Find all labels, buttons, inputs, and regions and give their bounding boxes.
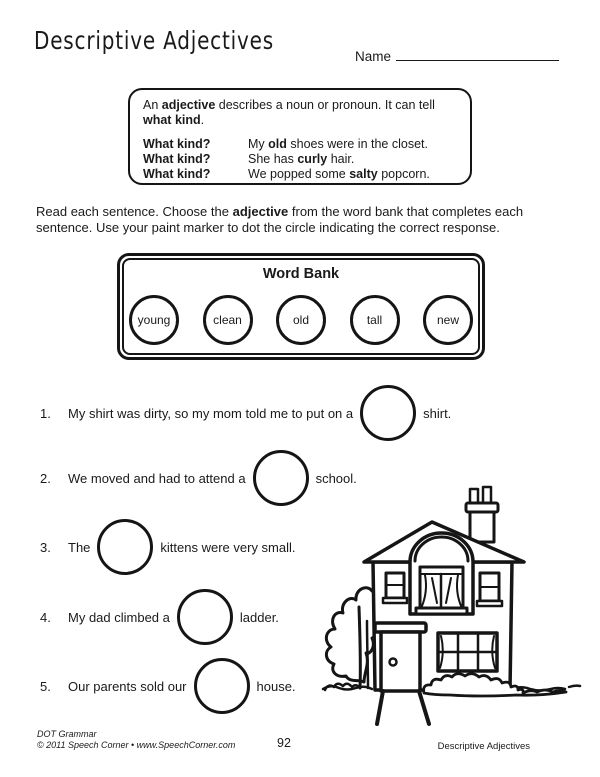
- answer-circle[interactable]: [253, 450, 309, 506]
- footer-worksheet-name: Descriptive Adjectives: [437, 741, 530, 752]
- word-bank-inner-border: [122, 258, 480, 355]
- sentence-text-pre: My dad climbed a: [68, 609, 170, 625]
- sentence-text-post: shirt.: [423, 405, 452, 421]
- sentence-text-post: house.: [256, 678, 296, 694]
- word-bank-word: clean: [213, 313, 242, 327]
- sentence-number: 1.: [40, 405, 51, 421]
- window-lower: [438, 633, 497, 671]
- word-bank-circles: [124, 295, 478, 345]
- dormer: [410, 533, 473, 614]
- window-upper-right: [477, 573, 502, 606]
- name-blank-line[interactable]: [396, 47, 559, 61]
- definition-intro: [143, 98, 460, 128]
- window-upper-left: [383, 573, 407, 603]
- definition-box: [128, 88, 472, 185]
- example-sentence: We popped some salty popcorn.: [248, 167, 430, 181]
- footer-credit: [37, 729, 235, 751]
- word-bank-title: Word Bank: [262, 266, 340, 282]
- intro-bold-adjective: adjective: [161, 98, 216, 112]
- sentence-text-post: school.: [315, 470, 357, 486]
- sentence-text-pre: The: [68, 539, 91, 555]
- sentence-row: [40, 588, 279, 646]
- page-number: 92: [277, 736, 291, 750]
- sentence-text-pre: My shirt was dirty, so my mom told me to put on a: [68, 405, 354, 421]
- example-sentence: She has curly hair.: [248, 152, 355, 166]
- word-bank: [117, 253, 485, 360]
- answer-circle[interactable]: [194, 658, 250, 714]
- dormer-sill: [416, 608, 467, 614]
- example-row: [143, 167, 460, 182]
- sentence-number: 3.: [40, 539, 51, 555]
- sentence-number: 4.: [40, 609, 51, 625]
- example-sentence: My old shoes were in the closet.: [248, 137, 428, 151]
- name-row: [355, 47, 559, 64]
- example-row: [143, 152, 460, 167]
- sentence-row: [40, 384, 451, 442]
- intro-bold-what-kind: what kind: [143, 113, 201, 127]
- answer-circle[interactable]: [360, 385, 416, 441]
- example-question: What kind?: [143, 152, 211, 166]
- word-bank-word: new: [436, 313, 459, 327]
- word-bank-circle[interactable]: [423, 295, 473, 345]
- instructions: Read each sentence. Choose the adjective from the word bank that completes each sentence. Use your paint marker to dot the circle indicating the correct response.: [36, 204, 524, 235]
- word-bank-word: tall: [366, 313, 383, 327]
- intro-text: .: [200, 113, 205, 127]
- word-bank-circle[interactable]: [276, 295, 326, 345]
- word-bank-word: old: [292, 313, 309, 327]
- sentence-row: [40, 657, 296, 715]
- word-bank-circle[interactable]: [129, 295, 179, 345]
- intro-text: describes a noun or pronoun. It can tell: [218, 98, 435, 112]
- sentence-text-pre: Our parents sold our: [68, 678, 187, 694]
- answer-circle[interactable]: [97, 519, 153, 575]
- porch-steps: [377, 691, 429, 724]
- sentence-row: [40, 449, 357, 507]
- word-bank-circle[interactable]: [203, 295, 253, 345]
- chimney: [466, 487, 498, 542]
- sentence-row: [40, 518, 296, 576]
- sentence-text-post: kittens were very small.: [160, 539, 296, 555]
- name-label: Name: [355, 49, 392, 64]
- sentence-number: 5.: [40, 678, 51, 694]
- sentence-text-post: ladder.: [239, 609, 279, 625]
- worksheet-title: Descriptive Adjectives: [34, 26, 274, 55]
- footer-copyright: © 2011 Speech Corner • www.SpeechCorner.com: [37, 740, 236, 750]
- definition-examples: [143, 137, 460, 182]
- word-bank-word: young: [137, 313, 171, 327]
- footer-series: DOT Grammar: [37, 729, 97, 739]
- intro-text: An: [143, 98, 159, 112]
- answer-circle[interactable]: [177, 589, 233, 645]
- instructions-bold-adjective: adjective: [232, 204, 289, 219]
- example-row: [143, 137, 460, 152]
- example-question: What kind?: [143, 167, 211, 181]
- sentence-number: 2.: [40, 470, 51, 486]
- sentence-text-pre: We moved and had to attend a: [68, 470, 246, 486]
- word-bank-circle[interactable]: [350, 295, 400, 345]
- example-question: What kind?: [143, 137, 211, 151]
- door: [375, 623, 426, 691]
- house-illustration: [320, 477, 600, 735]
